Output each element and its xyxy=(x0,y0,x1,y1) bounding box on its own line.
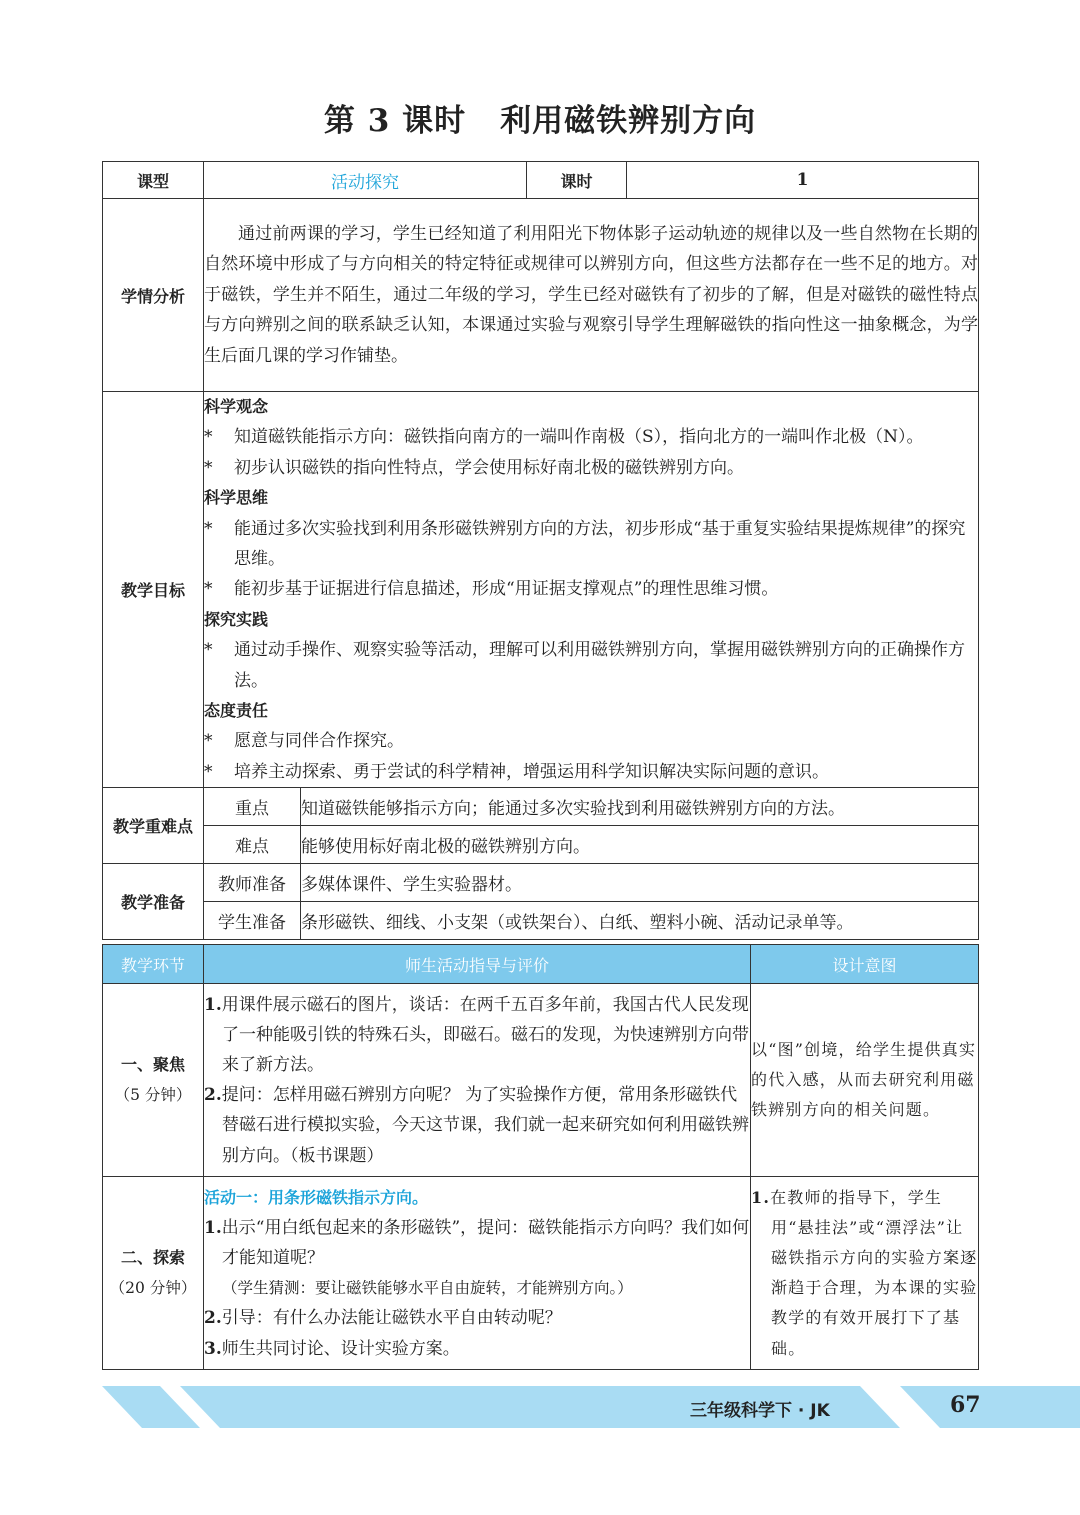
teacher-prep-row xyxy=(103,864,979,902)
student-prep-text: 条形磁铁、细线、小支架（或铁架台）、白纸、塑料小碗、活动记录单等。 xyxy=(301,902,979,940)
design-intent: 以“图”创境，给学生提供真实的代入感，从而去研究利用磁铁辨别方向的相关问题。 xyxy=(751,984,979,1177)
lesson-plan-table xyxy=(102,161,979,1370)
hours-value: 1 xyxy=(627,162,979,199)
student-prep-row xyxy=(103,902,979,940)
stage-activities xyxy=(204,1177,751,1370)
analysis-row xyxy=(103,199,979,392)
difficulty-row xyxy=(103,826,979,864)
lesson-name: 利用磁铁辨别方向 xyxy=(500,103,757,139)
process-header xyxy=(103,945,979,984)
star-icon: * xyxy=(204,761,213,782)
footer-band xyxy=(0,1386,1080,1428)
page-number: 67 xyxy=(950,1392,981,1418)
key-label: 重点 xyxy=(204,788,301,826)
goal-item: * 能通过多次实验找到利用条形磁铁辨别方向的方法，初步形成“基于重复实验结果提炼规律”的探究思维。 xyxy=(204,514,978,575)
stage-explore xyxy=(103,1177,204,1370)
type-value: 活动探究 xyxy=(204,162,527,199)
goal-item: * 初步认识磁铁的指向性特点，学会使用标好南北极的磁铁辨别方向。 xyxy=(204,453,978,483)
footer-page-box xyxy=(900,1386,1080,1428)
goal-section-head: 探究实践 xyxy=(204,609,269,629)
activity-item: 2.提问：怎样用磁石辨别方向呢？ 为了实验操作方便，常用条形磁铁代替磁石进行模拟实验，今天这节课，我们就一起来研究如何利用磁铁辨别方向。（板书课题） xyxy=(204,1085,749,1166)
page-title xyxy=(0,95,1080,140)
goal-item: * 愿意与同伴合作探究。 xyxy=(204,726,978,756)
footer-stripe xyxy=(102,1386,200,1428)
stage-header: 教学环节 xyxy=(103,945,204,984)
stage-row-focus xyxy=(103,984,979,1177)
keypoint-row xyxy=(103,788,979,826)
key-text: 知道磁铁能够指示方向；能通过多次实验找到利用磁铁辨别方向的方法。 xyxy=(301,788,979,826)
stage-time: （20 分钟） xyxy=(109,1279,197,1298)
diff-label: 难点 xyxy=(204,826,301,864)
goals-content xyxy=(204,392,979,788)
stage-row-explore xyxy=(103,1177,979,1370)
star-icon: * xyxy=(204,731,213,752)
goal-item: * 通过动手操作、观察实验等活动，理解可以利用磁铁辨别方向，掌握用磁铁辨别方向的正确操作方法。 xyxy=(204,635,978,696)
goals-row xyxy=(103,392,979,788)
goal-section-head: 科学思维 xyxy=(204,488,269,508)
analysis-text: 通过前两课的学习，学生已经知道了利用阳光下物体影子运动轨迹的规律以及一些自然物在长期的自然环境中形成了与方向相关的特定特征或规律可以辨别方向，但这些方法都存在一些不足的地方。对于磁铁，学生并不陌生，通过二年级的学习，学生已经对磁铁有了初步的了解，但是对磁铁的磁性特点与方向辨别之间的联系缺乏认知，本课通过实验与观察引导学生理解磁铁的指向性这一抽象概念，为学生后面几课的学习作铺垫。 xyxy=(204,199,979,392)
activity-item: 3.师生共同讨论、设计实验方案。 xyxy=(204,1338,460,1359)
activity-item: 1.出示“用白纸包起来的条形磁铁”，提问：磁铁能指示方向吗？我们如何才能知道呢？ xyxy=(204,1217,750,1269)
star-icon: * xyxy=(204,579,213,600)
stage-name: 二、探索 xyxy=(120,1248,185,1268)
type-label: 课型 xyxy=(103,162,204,199)
diff-text: 能够使用标好南北极的磁铁辨别方向。 xyxy=(301,826,979,864)
goal-item: * 知道磁铁能指示方向：磁铁指向南方的一端叫作南极（S），指向北方的一端叫作北极（N）。 xyxy=(204,422,978,452)
goal-section-head: 科学观念 xyxy=(204,397,269,416)
keypoints-label: 教学重难点 xyxy=(103,788,204,864)
hours-label: 课时 xyxy=(527,162,627,199)
teacher-prep-text: 多媒体课件、学生实验器材。 xyxy=(301,864,979,902)
prep-label: 教学准备 xyxy=(103,864,204,940)
activity-item: 1.用课件展示磁石的图片，谈话：在两千五百多年前，我国古代人民发现了一种能吸引铁的特殊石头，即磁石。磁石的发现，为快速辨别方向带来了新方法。 xyxy=(204,994,749,1076)
goal-item: * 能初步基于证据进行信息描述，形成“用证据支撑观点”的理性思维习惯。 xyxy=(204,574,978,604)
activity-header: 师生活动指导与评价 xyxy=(204,945,751,984)
stage-activities xyxy=(204,984,751,1177)
goals-label: 教学目标 xyxy=(103,392,204,788)
goal-item: * 培养主动探索、勇于尝试的科学精神，增强运用科学知识解决实际问题的意识。 xyxy=(204,757,978,787)
student-prep-label: 学生准备 xyxy=(204,902,301,940)
star-icon: * xyxy=(204,427,213,448)
page-footer xyxy=(0,1386,1080,1428)
activity-title: 活动一：用条形磁铁指示方向。 xyxy=(204,1187,429,1207)
star-icon: * xyxy=(204,640,213,661)
info-row xyxy=(103,162,979,199)
intent-header: 设计意图 xyxy=(751,945,979,984)
activity-note: （学生猜测：要让磁铁能够水平自由旋转，才能辨别方向。） xyxy=(222,1279,633,1298)
star-icon: * xyxy=(204,457,213,478)
lesson-number: 第 3 课时 xyxy=(323,103,467,139)
teacher-prep-label: 教师准备 xyxy=(204,864,301,902)
stage-name: 一、聚焦 xyxy=(120,1055,185,1075)
activity-item: 2.引导：有什么办法能让磁铁水平自由转动呢？ xyxy=(204,1308,562,1329)
design-intent: 1.在教师的指导下，学生用“悬挂法”或“漂浮法”让磁铁指示方向的实验方案逐渐趋于合理，为本课的实验教学的有效开展打下了基础。 xyxy=(751,1177,979,1370)
star-icon: * xyxy=(204,518,213,539)
analysis-label: 学情分析 xyxy=(103,199,204,392)
goal-section-head: 态度责任 xyxy=(204,701,269,721)
stage-focus xyxy=(103,984,204,1177)
book-title: 三年级科学下 · JK xyxy=(690,1401,830,1421)
stage-time: （5 分钟） xyxy=(114,1086,192,1105)
